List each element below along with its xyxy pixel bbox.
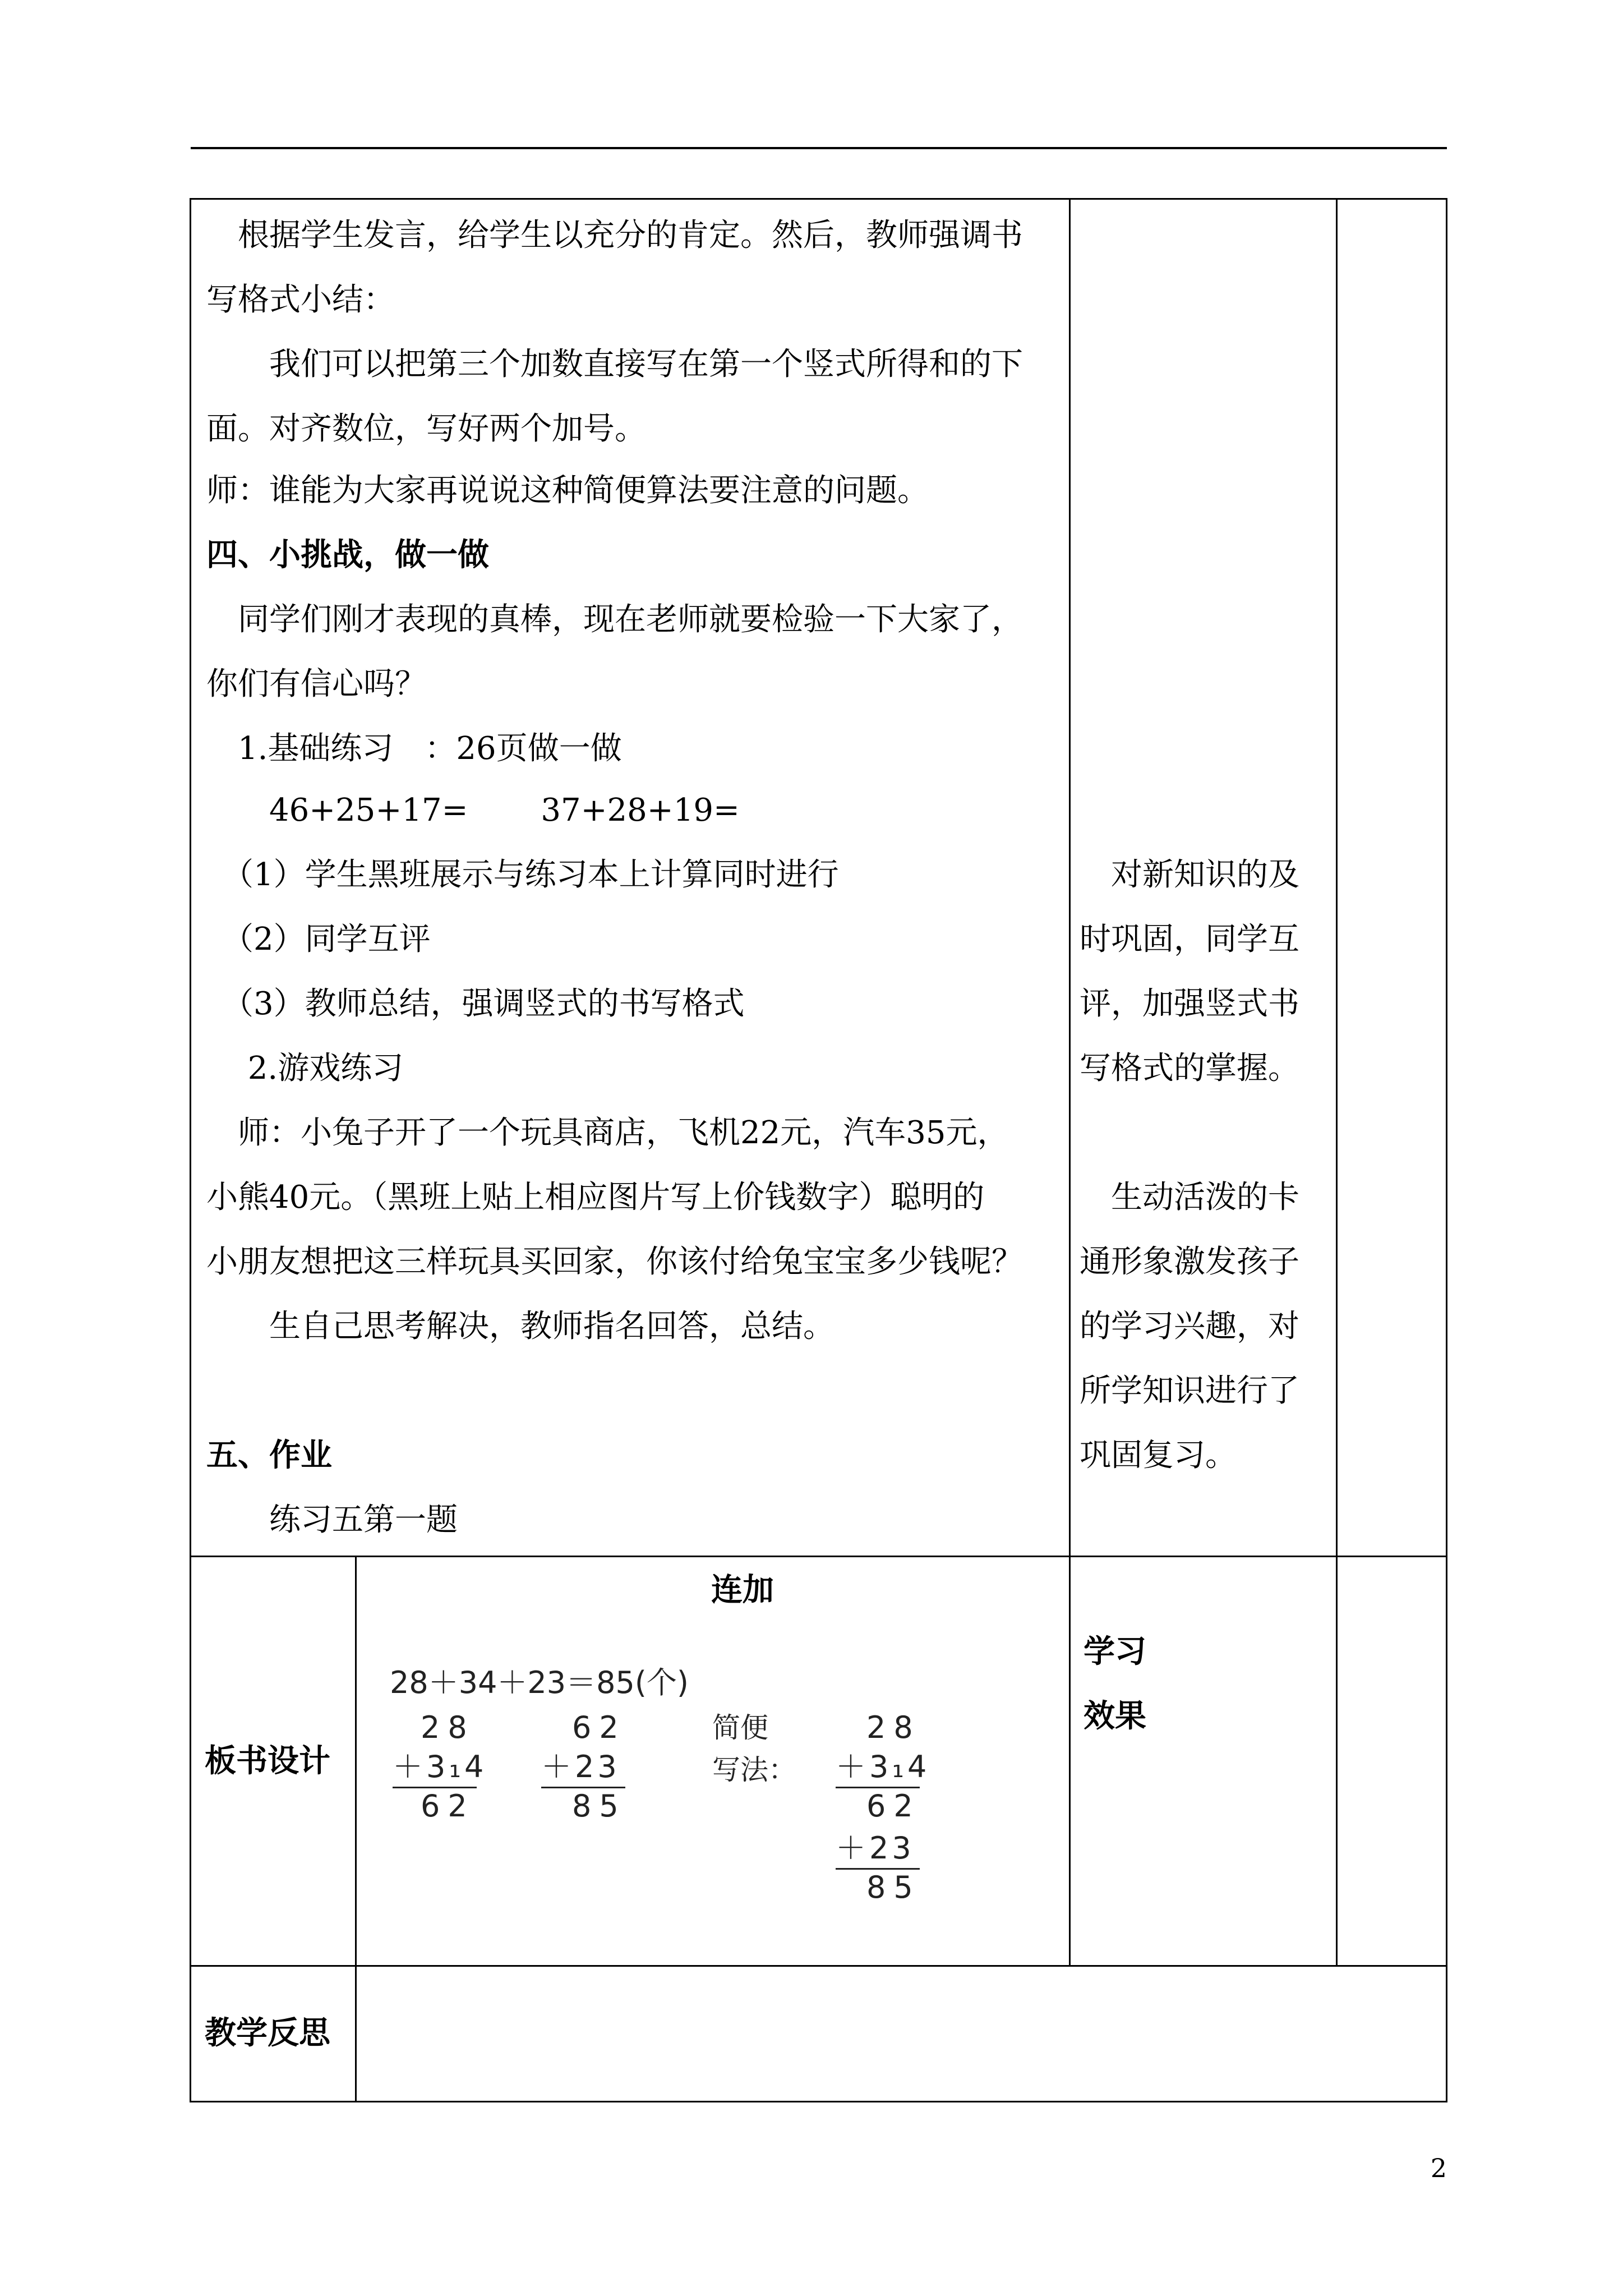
calc3-sum: 85: [866, 1870, 921, 1905]
note-line: 巩固复习。: [1080, 1437, 1237, 1474]
note-line: 所学知识进行了: [1080, 1373, 1299, 1409]
note-line: 对新知识的及: [1080, 857, 1299, 893]
lesson-line: 面。对齐数位，写好两个加号。: [206, 411, 646, 447]
lesson-line: 2.游戏练习: [206, 1050, 404, 1087]
calc1-addend-b: ＋3₁4: [393, 1749, 487, 1784]
table-row-divider-board: [190, 1556, 1447, 1557]
note-line: 写格式的掌握。: [1080, 1050, 1299, 1087]
lesson-line: 同学们刚才表现的真棒，现在老师就要检验一下大家了，: [206, 601, 1023, 638]
lesson-line: 1.基础练习 ：26页做一做: [206, 730, 622, 767]
board-equation: 28＋34＋23＝85(个): [390, 1665, 689, 1700]
calc3-addend-b: ＋3₁4: [836, 1749, 930, 1784]
calc3-partial-sum: 62: [866, 1788, 921, 1824]
page-number: 2: [1430, 2153, 1447, 2183]
table-divider-extra: [1336, 198, 1338, 1965]
table-border-left: [190, 198, 191, 2102]
calc1-addend-a: 28: [421, 1710, 475, 1745]
lesson-line: （2）同学互评: [206, 921, 431, 958]
lesson-line: （3）教师总结，强调竖式的书写格式: [206, 986, 745, 1022]
lesson-line: 我们可以把第三个加数直接写在第一个竖式所得和的下: [206, 346, 1023, 383]
note-line: 通形象激发孩子: [1080, 1244, 1299, 1280]
lesson-line: 师：小兔子开了一个玩具商店，飞机22元，汽车35元，: [206, 1115, 1009, 1151]
lesson-line: 你们有信心吗？: [206, 666, 426, 702]
calc1-sum: 62: [421, 1788, 475, 1824]
note-line: 的学习兴趣，对: [1080, 1308, 1299, 1345]
calc3-addend-a: 28: [866, 1710, 921, 1745]
lesson-line: 师：谁能为大家再说说这种简便算法要注意的问题。: [206, 472, 929, 509]
teaching-reflection-label: 教学反思: [205, 2015, 330, 2051]
lesson-line: 写格式小结：: [206, 282, 395, 318]
learning-effect-label: 效果: [1083, 1698, 1146, 1734]
lesson-line: 小朋友想把这三样玩具买回家，你该付给兔宝宝多少钱呢？: [206, 1244, 1023, 1280]
table-border-bottom: [190, 2101, 1447, 2102]
board-design-label: 板书设计: [205, 1743, 330, 1779]
note-line: 生动活泼的卡: [1080, 1179, 1299, 1216]
board-title: 连加: [711, 1572, 774, 1608]
table-divider-notes: [1069, 198, 1071, 1965]
table-border-right: [1446, 198, 1447, 2102]
header-rule: [191, 147, 1447, 149]
table-border-top: [190, 198, 1447, 200]
section-heading: 五、作业: [206, 1437, 332, 1474]
lesson-line: 生自己思考解决，教师指名回答，总结。: [206, 1308, 834, 1345]
lesson-line: 46+25+17= 37+28+19=: [206, 792, 740, 829]
simple-method-label: 简便: [712, 1711, 768, 1744]
note-line: 时巩固，同学互: [1080, 921, 1299, 958]
table-divider-label: [355, 1556, 357, 2102]
calc3-addend-c: ＋23: [836, 1830, 915, 1866]
lesson-line: 练习五第一题: [206, 1502, 458, 1538]
lesson-line: 根据学生发言，给学生以充分的肯定。然后，教师强调书: [206, 217, 1023, 254]
note-line: 评，加强竖式书: [1080, 986, 1299, 1022]
section-heading: 四、小挑战，做一做: [206, 537, 489, 573]
simple-method-label: 写法：: [712, 1754, 796, 1786]
calc2-sum: 85: [572, 1788, 626, 1824]
learning-effect-label: 学习: [1083, 1634, 1146, 1670]
table-row-divider-reflection: [190, 1965, 1447, 1967]
calc2-addend-a: 62: [572, 1710, 626, 1745]
lesson-line: （1）学生黑班展示与练习本上计算同时进行: [206, 857, 839, 893]
calc2-addend-b: ＋23: [541, 1749, 620, 1784]
lesson-line: 小熊40元。（黑班上贴上相应图片写上价钱数字）聪明的: [206, 1179, 985, 1216]
